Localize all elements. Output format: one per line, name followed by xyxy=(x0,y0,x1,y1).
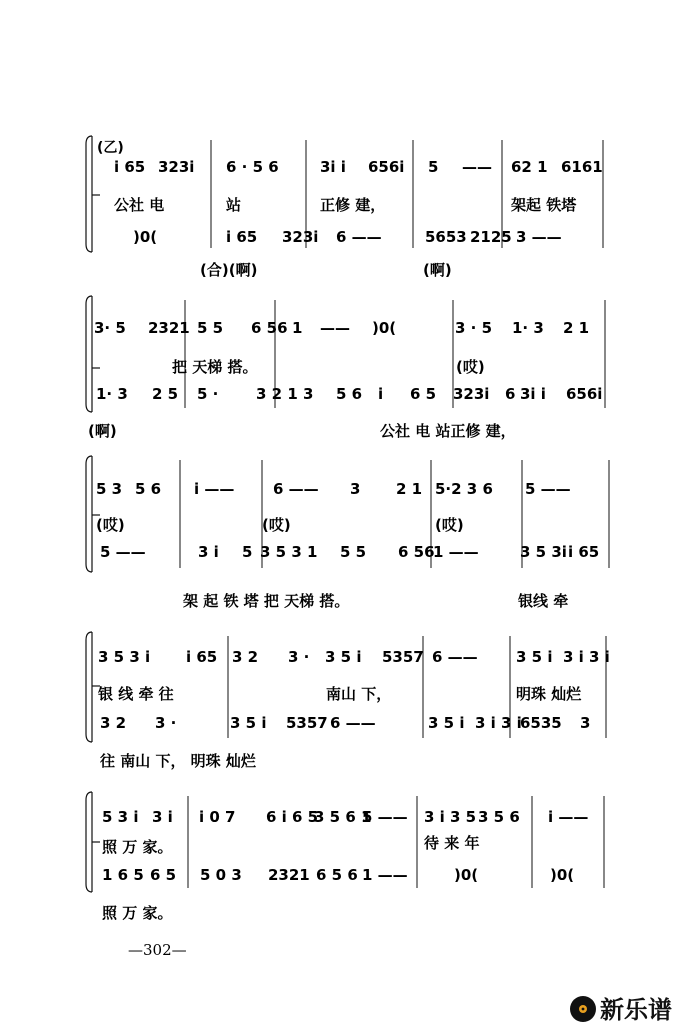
notation-text: 6535 xyxy=(520,714,562,732)
notation-text: 2321 xyxy=(268,866,310,884)
notation-text: i 65 xyxy=(226,228,258,246)
lyric-text: 银 线 牵 往 xyxy=(98,685,174,703)
score-marks xyxy=(94,153,672,1024)
notation-text: 6 —— xyxy=(330,714,376,732)
notation-text: 3 i xyxy=(152,808,173,826)
notation-text: i —— xyxy=(194,480,235,498)
notation-text: 5 0 3 xyxy=(200,866,242,884)
notation-text: )0( xyxy=(133,228,158,246)
tie-arc xyxy=(196,783,410,790)
lyric-text: 照 万 家。 xyxy=(102,838,173,856)
notation-text: —— xyxy=(462,158,492,176)
notation-text: 3· 5 xyxy=(94,319,126,337)
notation-text: 323i xyxy=(453,385,490,403)
notation-text: 3 i 3 5 xyxy=(424,808,477,826)
notation-text: i xyxy=(378,385,384,403)
lyric-text: (哎) xyxy=(435,516,464,534)
notation-text: 6 56 xyxy=(251,319,288,337)
notation-text: )0( xyxy=(550,866,575,884)
lyric-text: 南山 下， xyxy=(326,685,392,703)
notation-text: 6 —— xyxy=(273,480,319,498)
lyric-text: 照 万 家。 xyxy=(102,904,173,922)
notation-text: 5 xyxy=(428,158,439,176)
lyric-text: 架起 铁塔 xyxy=(511,196,577,214)
notation-text: 5 —— xyxy=(100,543,146,561)
notation-text: 3 5 6 1 xyxy=(314,808,372,826)
notation-text: 3i i xyxy=(520,385,546,403)
notation-text: 5 xyxy=(242,543,253,561)
watermark-text: 新乐谱 xyxy=(600,996,672,1024)
notation-text: 3 5 6 xyxy=(478,808,520,826)
notation-text: 323i xyxy=(282,228,319,246)
notation-text: 3 5 i xyxy=(325,648,362,666)
tie-arc xyxy=(460,275,600,282)
lyric-text: (哎) xyxy=(456,358,485,376)
notation-text: 3 5 i xyxy=(516,648,553,666)
lyric-text: 正修 建， xyxy=(320,196,386,214)
notation-text: 5357 xyxy=(382,648,424,666)
notation-text: 5 —— xyxy=(525,480,571,498)
system-bracket xyxy=(86,632,92,742)
notation-text: i 65 xyxy=(114,158,146,176)
notation-text: 5357 xyxy=(286,714,328,732)
notation-text: 1 —— xyxy=(362,866,408,884)
tie-arc xyxy=(384,621,422,628)
lyric-text: 银线 牵 xyxy=(518,592,569,610)
lyric-text: 公社 电 xyxy=(114,196,165,214)
notation-text: 3 5 i xyxy=(230,714,267,732)
notation-text: 3 · 5 xyxy=(455,319,493,337)
tie-arc xyxy=(360,850,417,857)
lyric-text: 站 xyxy=(226,196,242,214)
notation-text: )0( xyxy=(454,866,479,884)
notation-text: 3 · xyxy=(155,714,177,732)
notation-text: 2 5 xyxy=(152,385,179,403)
notation-text: )0( xyxy=(372,319,397,337)
lyric-text: 往 南山 下， 明珠 灿烂 xyxy=(100,752,256,770)
notation-text: 3 · xyxy=(288,648,310,666)
lyric-text: 把 天梯 搭。 xyxy=(172,358,258,376)
notation-text: 1· 3 xyxy=(96,385,128,403)
notation-text: —— xyxy=(320,319,350,337)
notation-text: 323i xyxy=(158,158,195,176)
staff-lines xyxy=(86,136,609,892)
notation-text: 3i i xyxy=(320,158,346,176)
notation-text: 3 —— xyxy=(516,228,562,246)
notation-text: 3 i 3 i xyxy=(563,648,610,666)
notation-text: 2 1 xyxy=(563,319,590,337)
system-bracket xyxy=(86,456,92,572)
notation-text: 5653 xyxy=(425,228,467,246)
notation-text: 3 2 1 3 xyxy=(256,385,314,403)
notation-text: 6 56 xyxy=(398,543,435,561)
lyric-text: (啊) xyxy=(88,422,117,440)
vinyl-disc-hole xyxy=(582,1008,585,1011)
tie-arc xyxy=(95,453,250,460)
notation-text: 656i xyxy=(566,385,603,403)
notation-text: 5 5 xyxy=(340,543,367,561)
system-bracket xyxy=(86,792,92,892)
notation-text: (乙) xyxy=(97,140,124,156)
notation-text: 6 5 xyxy=(150,866,177,884)
lyric-text: 架 起 铁 塔 把 天梯 搭。 xyxy=(183,592,350,610)
notation-text: 3 5 i xyxy=(428,714,465,732)
notation-text: 3 i 3 i xyxy=(475,714,522,732)
notation-text: 2125 xyxy=(470,228,512,246)
notation-text: i —— xyxy=(548,808,589,826)
system-bracket xyxy=(86,136,92,252)
notation-text: 5 6 xyxy=(135,480,162,498)
notation-text: 3 5 3i xyxy=(520,543,567,561)
notation-text: i 65 xyxy=(186,648,218,666)
watermark xyxy=(570,996,672,1024)
notation-text: 6 xyxy=(505,385,516,403)
lyric-text: 公社 电 站正修 建， xyxy=(380,422,516,440)
notation-text: 3 5 3 1 xyxy=(260,543,318,561)
notation-text: 6161 xyxy=(561,158,603,176)
tie-arc xyxy=(430,455,605,462)
system-bracket xyxy=(86,296,92,412)
tie-arc xyxy=(270,455,430,462)
page-number: —302— xyxy=(128,941,187,959)
notation-text: 6 i 6 5 xyxy=(266,808,319,826)
notation-text: 3 xyxy=(350,480,361,498)
notation-text: 3 5 3 i xyxy=(98,648,151,666)
notation-text: 3 xyxy=(580,714,591,732)
notation-text: 6 5 6 xyxy=(316,866,358,884)
notation-text: 6 —— xyxy=(432,648,478,666)
notation-text: 1 xyxy=(292,319,303,337)
notation-text: 5 5 xyxy=(197,319,224,337)
notation-text: 2321 xyxy=(148,319,190,337)
notation-text: 5 —— xyxy=(362,808,408,826)
notation-text: 6 5 xyxy=(410,385,437,403)
notation-text: 5 · xyxy=(197,385,219,403)
lyric-text: (哎) xyxy=(262,516,291,534)
notation-text: 5 3 i xyxy=(102,808,139,826)
notation-text: 3 2 xyxy=(100,714,127,732)
notation-text: 1 6 5 xyxy=(102,866,144,884)
notation-text: 3 i xyxy=(198,543,219,561)
notation-text: 62 1 xyxy=(511,158,548,176)
notation-text: 1· 3 xyxy=(512,319,544,337)
notation-text: 656i xyxy=(368,158,405,176)
notation-text: 2 1 xyxy=(396,480,423,498)
lyric-text: (哎) xyxy=(96,516,125,534)
lyric-text: (合)(啊) xyxy=(200,261,258,279)
notation-text: 6 · 5 6 xyxy=(226,158,279,176)
notation-text: i 65 xyxy=(568,543,600,561)
notation-text: 5·2 3 6 xyxy=(435,480,493,498)
lyric-text: 明珠 灿烂 xyxy=(516,685,582,703)
notation-text: 5 6 xyxy=(336,385,363,403)
notation-text: 1 —— xyxy=(433,543,479,561)
notation-text: i 0 7 xyxy=(199,808,236,826)
notation-text: 5 3 xyxy=(96,480,123,498)
notation-text: 6 —— xyxy=(336,228,382,246)
lyric-text: 待 来 年 xyxy=(424,834,480,852)
lyric-text: (啊) xyxy=(423,261,452,279)
notation-text: 3 2 xyxy=(232,648,259,666)
